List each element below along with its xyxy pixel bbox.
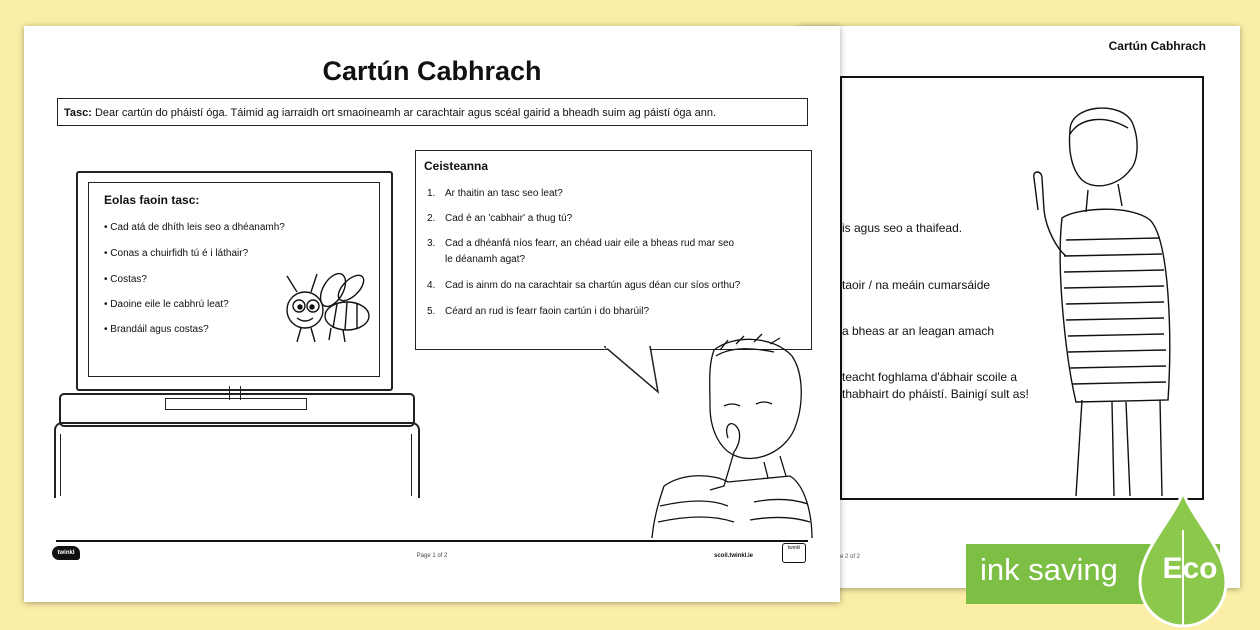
tv-stand-inner: [60, 434, 412, 496]
back-page-footer: e 2 of 2: [840, 554, 861, 560]
question-item: 5. Céard an rud is fearr faoin cartún i do bharúil?: [427, 306, 650, 317]
footer-divider: [56, 540, 808, 542]
person-illustration: [1000, 100, 1190, 496]
page-title: Cartún Cabhrach: [322, 56, 542, 86]
info-item: • Conas a chuirfidh tú é i láthair?: [104, 248, 249, 259]
eco-label: Eco: [1162, 552, 1218, 585]
bee-illustration: [271, 270, 375, 350]
questions-title: Ceisteanna: [424, 159, 489, 173]
page-number: Page 1 of 2: [416, 553, 448, 559]
question-item: 4. Cad is ainm do na carachtair sa chartún agus déan cur síos orthu?: [427, 280, 741, 291]
back-page-header: Cartún Cabhrach: [1108, 39, 1206, 53]
question-item: 2. Cad é an 'cabhair' a thug tú?: [427, 213, 573, 224]
questions-box: [415, 150, 812, 350]
front-page: [24, 26, 840, 602]
info-item: • Cad atá de dhíth leis seo a dhéanamh?: [104, 222, 285, 233]
task-text: Dear cartún do pháistí óga. Táimid ag iarraidh ort smaoineamh ar carachtair agus scéal gairid a bheadh suim ag páistí óga ann.: [91, 107, 717, 119]
task-box: [57, 98, 808, 126]
ink-saving-text: ink saving: [980, 552, 1118, 587]
back-text-line: thabhairt do pháistí. Bainigí sult as!: [842, 387, 1029, 401]
back-text-line: taoir / na meáin cumarsáide: [842, 278, 991, 292]
question-item: 3. Cad a dhéanfá níos fearr, an chéad uair eile a bheas rud mar seo: [427, 238, 735, 249]
question-item: 1. Ar thaitin an tasc seo leat?: [427, 188, 563, 199]
question-item-continued: le déanamh agat?: [445, 254, 526, 265]
back-text-line: is agus seo a thaifead.: [842, 221, 963, 235]
task-label: Tasc:: [64, 107, 92, 119]
back-text-line: teacht foghlama d'ábhair scoile a: [842, 370, 1018, 384]
twinkl-badge: twinkl: [782, 543, 806, 563]
thinking-boy-illustration: [624, 326, 814, 538]
twinkl-logo: twinkl: [52, 546, 80, 560]
back-text-line: a bheas ar an leagan amach: [842, 324, 995, 338]
info-item: • Costas?: [104, 274, 147, 285]
info-item: • Brandáil agus costas?: [104, 324, 209, 335]
info-title: Eolas faoin tasc:: [104, 193, 200, 207]
site-url: scoil.twinkl.ie: [714, 553, 754, 559]
info-item: • Daoine eile le cabhrú leat?: [104, 299, 229, 310]
